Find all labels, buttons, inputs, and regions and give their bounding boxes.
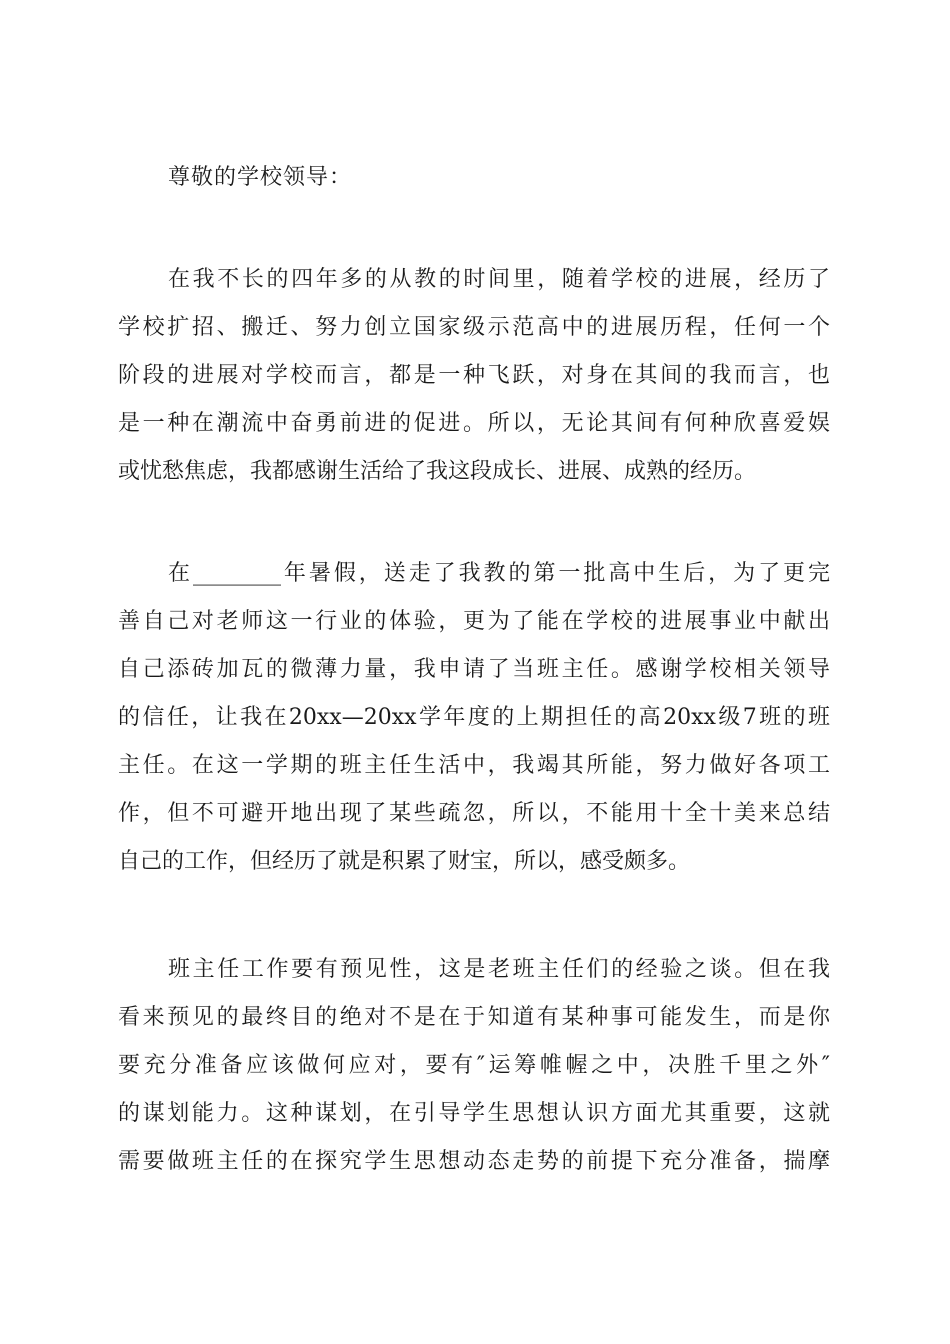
- paragraph-line: 自己的工作，但经历了就是积累了财宝，所以，感受颇多。: [118, 849, 691, 874]
- paragraph-line: 学校扩招、搬迁、努力创立国家级示范高中的进展历程，任何一个: [118, 315, 830, 340]
- paragraph-line: 阶段的进展对学校而言，都是一种飞跃，对身在其间的我而言，也: [118, 363, 830, 388]
- paragraph-3: [118, 946, 830, 1186]
- paragraph-line: 在________年暑假，送走了我教的第一批高中生后，为了更完: [168, 561, 830, 586]
- paragraph-line: 看来预见的最终目的绝对不是在于知道有某种事可能发生，而是你: [118, 1005, 830, 1030]
- paragraph-line: 主任。在这一学期的班主任生活中，我竭其所能，努力做好各项工: [118, 753, 830, 778]
- paragraph-line: 要充分准备应该做何应对，要有″运筹帷幄之中，决胜千里之外″: [118, 1053, 830, 1078]
- paragraph-line: 作，但不可避开地出现了某些疏忽，所以，不能用十全十美来总结: [118, 801, 830, 826]
- paragraph-2: [118, 550, 830, 886]
- paragraph-line: 善自己对老师这一行业的体验，更为了能在学校的进展事业中献出: [118, 609, 830, 634]
- paragraph-line: 或忧愁焦虑，我都感谢生活给了我这段成长、进展、成熟的经历。: [118, 459, 757, 484]
- paragraph-line: 班主任工作要有预见性，这是老班主任们的经验之谈。但在我: [168, 957, 830, 982]
- paragraph-line: 的信任，让我在20xx—20xx学年度的上期担任的高20xx级7班的班: [118, 705, 830, 730]
- paragraph-1: [118, 256, 830, 496]
- paragraph-line: 是一种在潮流中奋勇前进的促进。所以，无论其间有何种欣喜爱娱: [118, 411, 830, 436]
- paragraph-line: 需要做班主任的在探究学生思想动态走势的前提下充分准备，揣摩: [118, 1149, 830, 1174]
- paragraph-line: 自己添砖加瓦的微薄力量，我申请了当班主任。感谢学校相关领导: [118, 657, 830, 682]
- paragraph-line: 的谋划能力。这种谋划，在引导学生思想认识方面尤其重要，这就: [118, 1101, 830, 1126]
- salutation: 尊敬的学校领导：: [168, 165, 353, 190]
- paragraph-line: 在我不长的四年多的从教的时间里，随着学校的进展，经历了: [168, 267, 830, 292]
